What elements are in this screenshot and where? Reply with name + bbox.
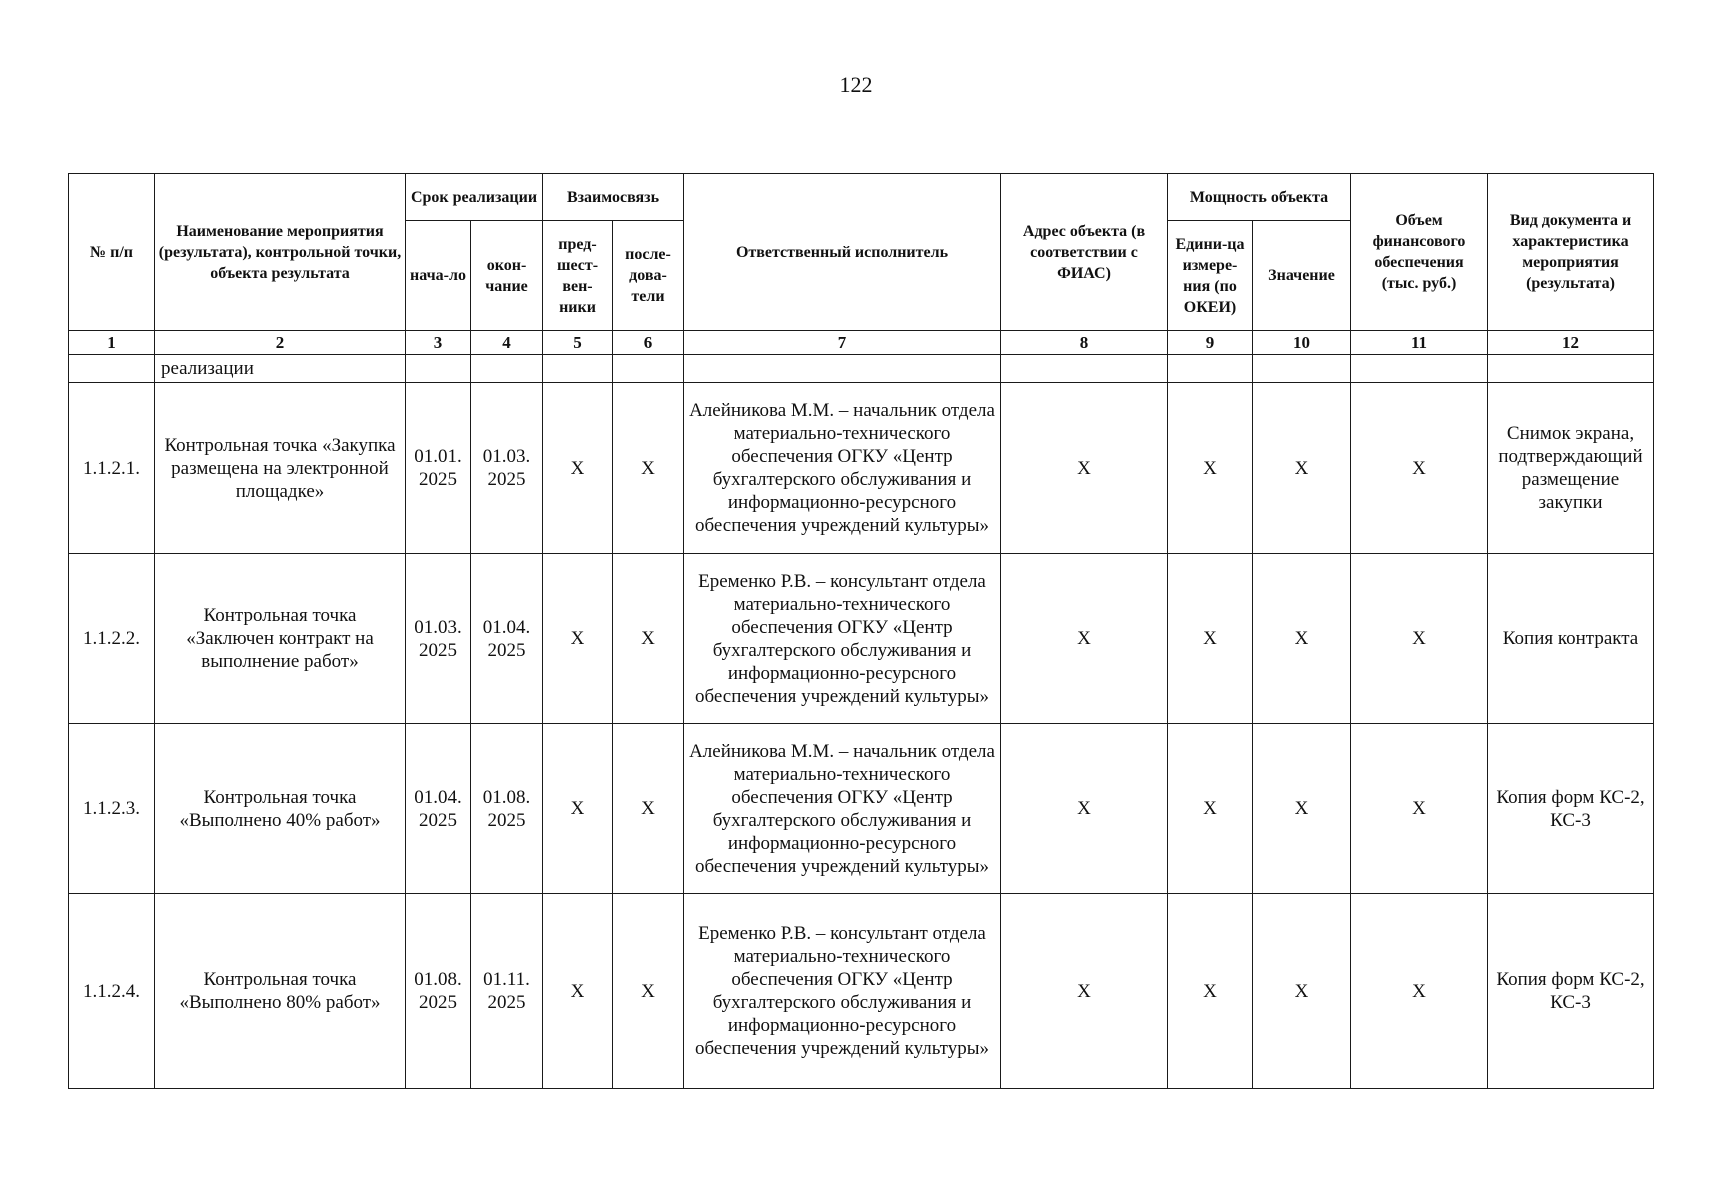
header-capacity-group: Мощность объекта (1168, 174, 1351, 221)
row-start: 01.04. 2025 (406, 724, 471, 894)
header-link-prev: пред-шест-вен-ники (543, 221, 613, 331)
row-finance: X (1351, 383, 1488, 554)
row-doc: Снимок экрана, подтверждающий размещение закупки (1488, 383, 1654, 554)
table-cell (1253, 355, 1351, 383)
row-executor: Еременко Р.В. – консультант отдела материально-технического обеспечения ОГКУ «Центр бухгалтерского обслуживания и информационно-ресурсного обеспечения учреждений культуры» (684, 894, 1001, 1089)
row-unit: X (1168, 383, 1253, 554)
row-next: X (613, 894, 684, 1089)
header-num: № п/п (69, 174, 155, 331)
row-prev: X (543, 554, 613, 724)
column-number: 9 (1168, 331, 1253, 355)
row-num: 1.1.2.4. (69, 894, 155, 1089)
table-row (69, 894, 1654, 1089)
table-row (69, 383, 1654, 554)
table-cell (471, 355, 543, 383)
row-next: X (613, 554, 684, 724)
header-address: Адрес объекта (в соответствии с ФИАС) (1001, 174, 1168, 331)
column-number: 7 (684, 331, 1001, 355)
row-value: X (1253, 724, 1351, 894)
row-executor: Алейникова М.М. – начальник отдела материально-технического обеспечения ОГКУ «Центр бухгалтерского обслуживания и информационно-ресурсного обеспечения учреждений культуры» (684, 383, 1001, 554)
table-cell (406, 355, 471, 383)
row-num: 1.1.2.3. (69, 724, 155, 894)
row-value: X (1253, 554, 1351, 724)
row-address: X (1001, 554, 1168, 724)
row-address: X (1001, 894, 1168, 1089)
row-num: 1.1.2.2. (69, 554, 155, 724)
column-numbers-row (69, 331, 1654, 355)
column-number: 12 (1488, 331, 1654, 355)
column-number: 11 (1351, 331, 1488, 355)
header-finance: Объем финансового обеспечения (тыс. руб.) (1351, 174, 1488, 331)
row-doc: Копия контракта (1488, 554, 1654, 724)
row-value: X (1253, 894, 1351, 1089)
row-prev: X (543, 724, 613, 894)
table-cell (613, 355, 684, 383)
header-capacity-value: Значение (1253, 221, 1351, 331)
column-number: 5 (543, 331, 613, 355)
row-num: 1.1.2.1. (69, 383, 155, 554)
column-number: 10 (1253, 331, 1351, 355)
row-name: Контрольная точка «Выполнено 40% работ» (155, 724, 406, 894)
table-cell (1001, 355, 1168, 383)
row-value: X (1253, 383, 1351, 554)
table-cell (1488, 355, 1654, 383)
row-address: X (1001, 383, 1168, 554)
table-cell (1351, 355, 1488, 383)
row-executor: Алейникова М.М. – начальник отдела материально-технического обеспечения ОГКУ «Центр бухгалтерского обслуживания и информационно-ресурсного обеспечения учреждений культуры» (684, 724, 1001, 894)
header-capacity-unit: Едини-ца измере-ния (по ОКЕИ) (1168, 221, 1253, 331)
table-cell (684, 355, 1001, 383)
row-start: 01.01. 2025 (406, 383, 471, 554)
column-number: 4 (471, 331, 543, 355)
table-cell (1168, 355, 1253, 383)
header-doc-type: Вид документа и характеристика мероприятия (результата) (1488, 174, 1654, 331)
column-number: 6 (613, 331, 684, 355)
header-term-start: нача-ло (406, 221, 471, 331)
row-start: 01.08. 2025 (406, 894, 471, 1089)
table-row (69, 554, 1654, 724)
column-number: 3 (406, 331, 471, 355)
header-term-group: Срок реализации (406, 174, 543, 221)
row-finance: X (1351, 894, 1488, 1089)
table-row (69, 724, 1654, 894)
row-name: Контрольная точка «Выполнено 80% работ» (155, 894, 406, 1089)
row-address: X (1001, 724, 1168, 894)
column-number: 8 (1001, 331, 1168, 355)
header-executor: Ответственный исполнитель (684, 174, 1001, 331)
plan-table (68, 173, 1654, 1089)
row-next: X (613, 383, 684, 554)
row-prev: X (543, 383, 613, 554)
row-unit: X (1168, 724, 1253, 894)
row-end: 01.03. 2025 (471, 383, 543, 554)
table-cell (69, 355, 155, 383)
continuation-row (69, 355, 1654, 383)
row-name: Контрольная точка «Заключен контракт на выполнение работ» (155, 554, 406, 724)
row-executor: Еременко Р.В. – консультант отдела материально-технического обеспечения ОГКУ «Центр бухгалтерского обслуживания и информационно-ресурсного обеспечения учреждений культуры» (684, 554, 1001, 724)
row-next: X (613, 724, 684, 894)
row-end: 01.04. 2025 (471, 554, 543, 724)
row-doc: Копия форм КС-2, КС-3 (1488, 724, 1654, 894)
row-finance: X (1351, 724, 1488, 894)
row-unit: X (1168, 554, 1253, 724)
page-number: 122 (839, 72, 873, 97)
row-end: 01.11. 2025 (471, 894, 543, 1089)
header-link-next: после-дова-тели (613, 221, 684, 331)
row-prev: X (543, 894, 613, 1089)
header-term-end: окон-чание (471, 221, 543, 331)
column-number: 1 (69, 331, 155, 355)
row-name: Контрольная точка «Закупка размещена на электронной площадке» (155, 383, 406, 554)
row-doc: Копия форм КС-2, КС-3 (1488, 894, 1654, 1089)
table-cell (543, 355, 613, 383)
row-unit: X (1168, 894, 1253, 1089)
header-name: Наименование мероприятия (результата), контрольной точки, объекта результата (155, 174, 406, 331)
row-start: 01.03. 2025 (406, 554, 471, 724)
column-number: 2 (155, 331, 406, 355)
row-finance: X (1351, 554, 1488, 724)
header-row-top (69, 174, 1654, 221)
continuation-text: реализации (155, 355, 406, 383)
row-end: 01.08. 2025 (471, 724, 543, 894)
header-link-group: Взаимосвязь (543, 174, 684, 221)
